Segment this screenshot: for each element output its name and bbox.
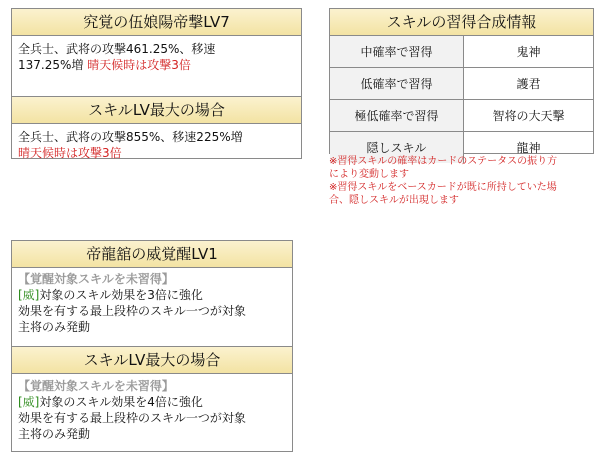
awakening-max-tag: 【覚醒対象スキルを未習得】 (18, 379, 174, 393)
acquisition-notes (329, 155, 594, 207)
awakening-title: 帝龍舘の威覚醒LV1 (12, 241, 292, 268)
skill-panel (11, 8, 302, 159)
table-row (330, 100, 593, 132)
awakening-line-2: 効果を有する最上段枠のスキル一つが対象 (18, 304, 246, 318)
skill-max-line-2: 晴天候時は攻撃3倍 (18, 146, 122, 160)
note-2b: 合、隠しスキルが出現します (329, 195, 459, 206)
awakening-max-line-2: 効果を有する最上段枠のスキル一つが対象 (18, 411, 246, 425)
awakening-max-title: スキルLV最大の場合 (12, 346, 292, 374)
awakening-description (12, 268, 292, 346)
table-row (330, 68, 593, 100)
awakening-max-bracket: [威] (18, 395, 40, 409)
acquisition-table (330, 36, 593, 163)
table-row (330, 36, 593, 68)
awakening-max-line-3: 主将のみ発動 (18, 427, 91, 441)
awakening-line-3: 主将のみ発動 (18, 320, 91, 334)
awakening-bracket: [威] (18, 288, 40, 302)
skill-max-description (12, 124, 301, 166)
skill-speed-text: 137.25%増 (18, 58, 84, 72)
row-label: 中確率で習得 (330, 36, 464, 68)
acquisition-title: スキルの習得合成情報 (330, 9, 593, 36)
skill-weather-text: 晴天候時は攻撃3倍 (87, 58, 191, 72)
skill-line-1: 全兵士、武将の攻撃461.25%、移速 (18, 42, 216, 56)
skill-title: 究覚の伍娘陽帝撃LV7 (12, 9, 301, 36)
row-label: 隠しスキル (330, 132, 464, 164)
note-1b: により変動します (329, 169, 409, 180)
row-value: 護君 (464, 68, 594, 100)
awakening-panel (11, 240, 293, 452)
awakening-line-1-text: 対象のスキル効果を3倍に強化 (39, 288, 203, 302)
skill-description (12, 36, 301, 96)
skill-max-title: スキルLV最大の場合 (12, 96, 301, 124)
skill-line-2 (18, 57, 295, 73)
row-value: 智将の大天撃 (464, 100, 594, 132)
note-2a: ※習得スキルをベースカードが既に所持していた場 (329, 182, 557, 193)
awakening-max-line-1-text: 対象のスキル効果を4倍に強化 (39, 395, 203, 409)
row-label: 極低確率で習得 (330, 100, 464, 132)
awakening-max-line-1 (18, 394, 286, 410)
note-1a: ※習得スキルの確率はカードのステータスの振り方 (329, 156, 558, 167)
skill-max-line-1: 全兵士、武将の攻撃855%、移速225%増 (18, 130, 243, 144)
row-value: 龍神 (464, 132, 594, 164)
awakening-tag: 【覚醒対象スキルを未習得】 (18, 272, 174, 286)
awakening-line-1 (18, 287, 286, 303)
row-value: 鬼神 (516, 45, 541, 59)
awakening-max-description (12, 374, 292, 447)
acquisition-panel (329, 8, 594, 154)
row-label: 低確率で習得 (330, 68, 464, 100)
